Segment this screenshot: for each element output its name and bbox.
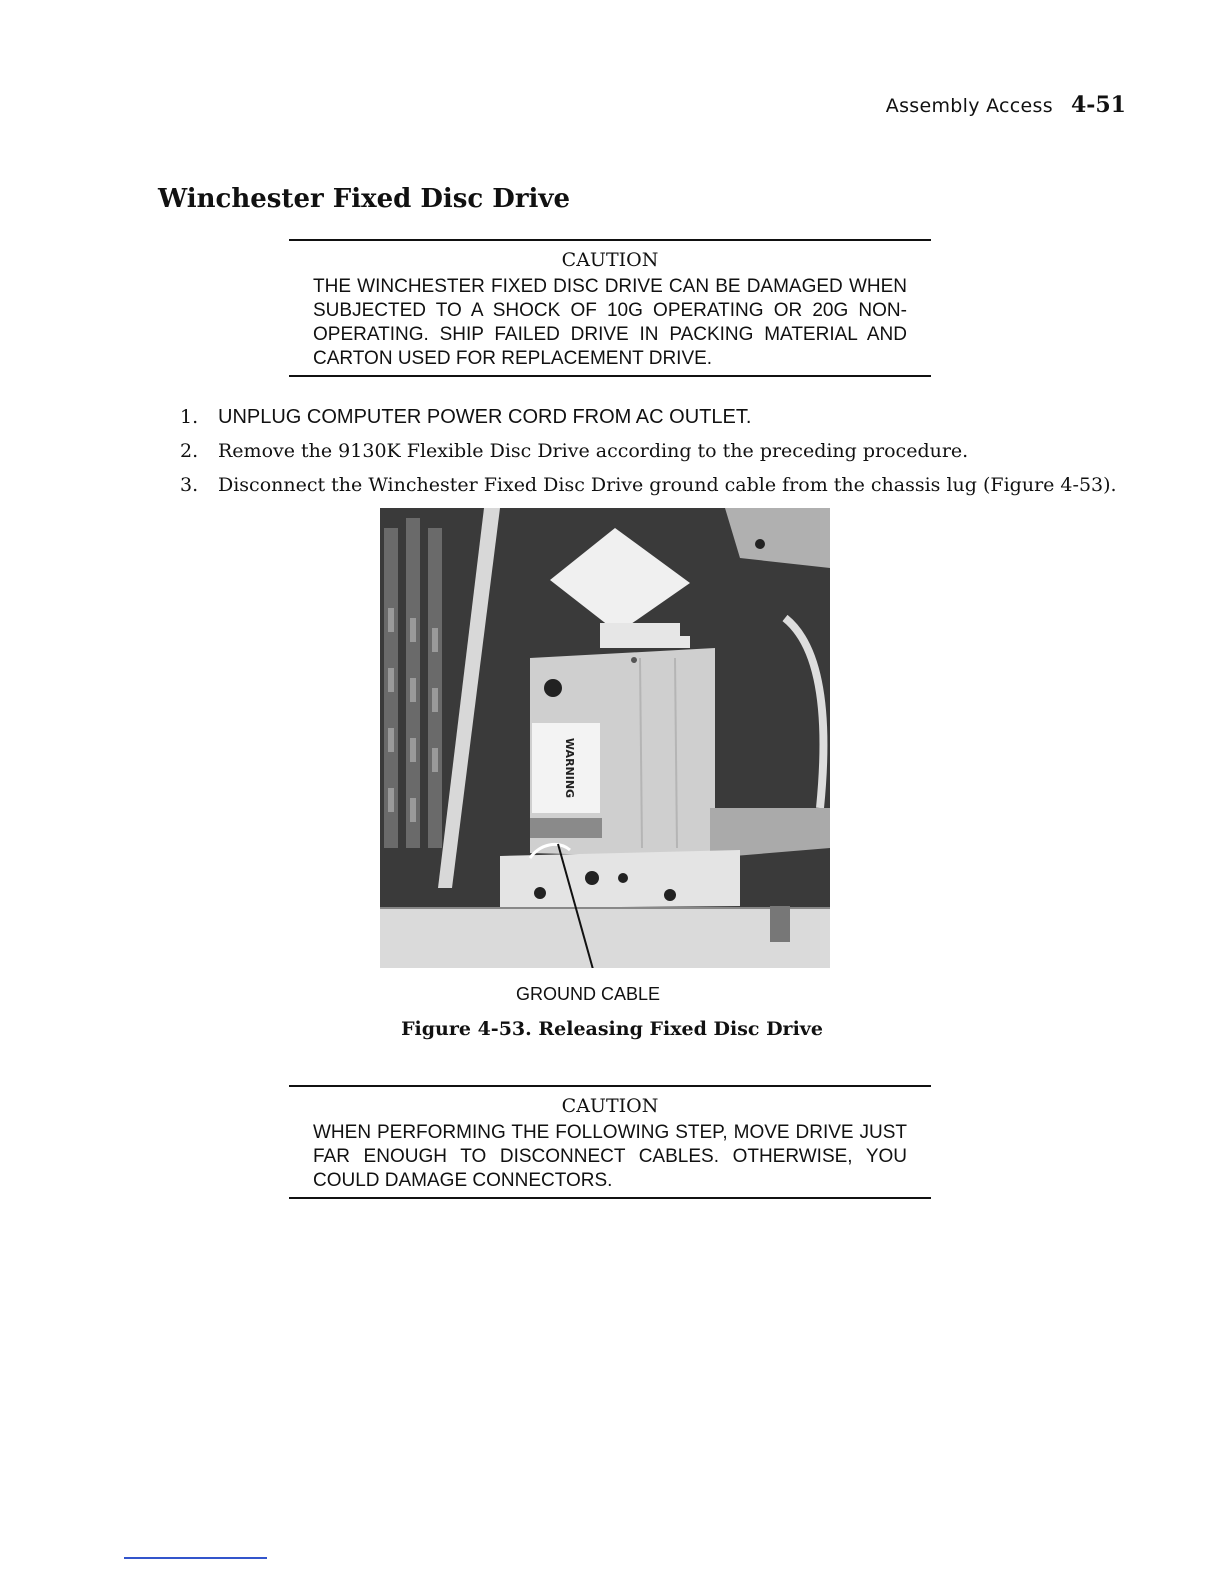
caution-text: WHEN PERFORMING THE FOLLOWING STEP, MOVE DRIVE JUST FAR ENOUGH TO DISCONNECT CABLES. OTHERWISE, YOU COULD DAMAGE CONNECTORS. — [313, 1122, 907, 1191]
caution-heading: CAUTION — [561, 1095, 659, 1117]
section-name: Assembly Access — [885, 95, 1053, 117]
caution-box-connectors — [289, 1085, 931, 1199]
step-number: 3. — [180, 474, 199, 496]
disc-drive-photo — [380, 508, 830, 968]
step-number: 2. — [180, 440, 199, 462]
step-text: Disconnect the Winchester Fixed Disc Drive ground cable from the chassis lug (Figure 4-53). — [218, 474, 1117, 496]
step-item — [180, 400, 1117, 434]
caution-box-shock — [289, 239, 931, 377]
footer-rule — [124, 1557, 267, 1559]
disc-drive-illustration — [380, 508, 830, 968]
procedure-steps — [180, 400, 1117, 502]
running-header — [886, 92, 1126, 118]
step-text: Remove the 9130K Flexible Disc Drive according to the preceding procedure. — [218, 440, 969, 462]
step-item — [180, 434, 1117, 468]
caution-text: THE WINCHESTER FIXED DISC DRIVE CAN BE DAMAGED WHEN SUBJECTED TO A SHOCK OF 10G OPERATING OR 20G NON-OPERATING. SHIP FAILED DRIVE IN PACKING MATERIAL AND CARTON USED FOR REPLACEMENT DRIVE. — [313, 276, 907, 369]
caution-heading: CAUTION — [561, 249, 659, 271]
figure-caption: Figure 4-53. Releasing Fixed Disc Drive — [401, 1018, 823, 1040]
page-number: 4-51 — [1070, 92, 1126, 118]
warning-label-text: WARNING — [563, 737, 576, 799]
step-item — [180, 468, 1117, 502]
step-text: UNPLUG COMPUTER POWER CORD FROM AC OUTLET. — [218, 406, 752, 428]
step-number: 1. — [180, 406, 199, 428]
section-title: Winchester Fixed Disc Drive — [158, 184, 571, 214]
ground-cable-callout: GROUND CABLE — [516, 984, 661, 1004]
